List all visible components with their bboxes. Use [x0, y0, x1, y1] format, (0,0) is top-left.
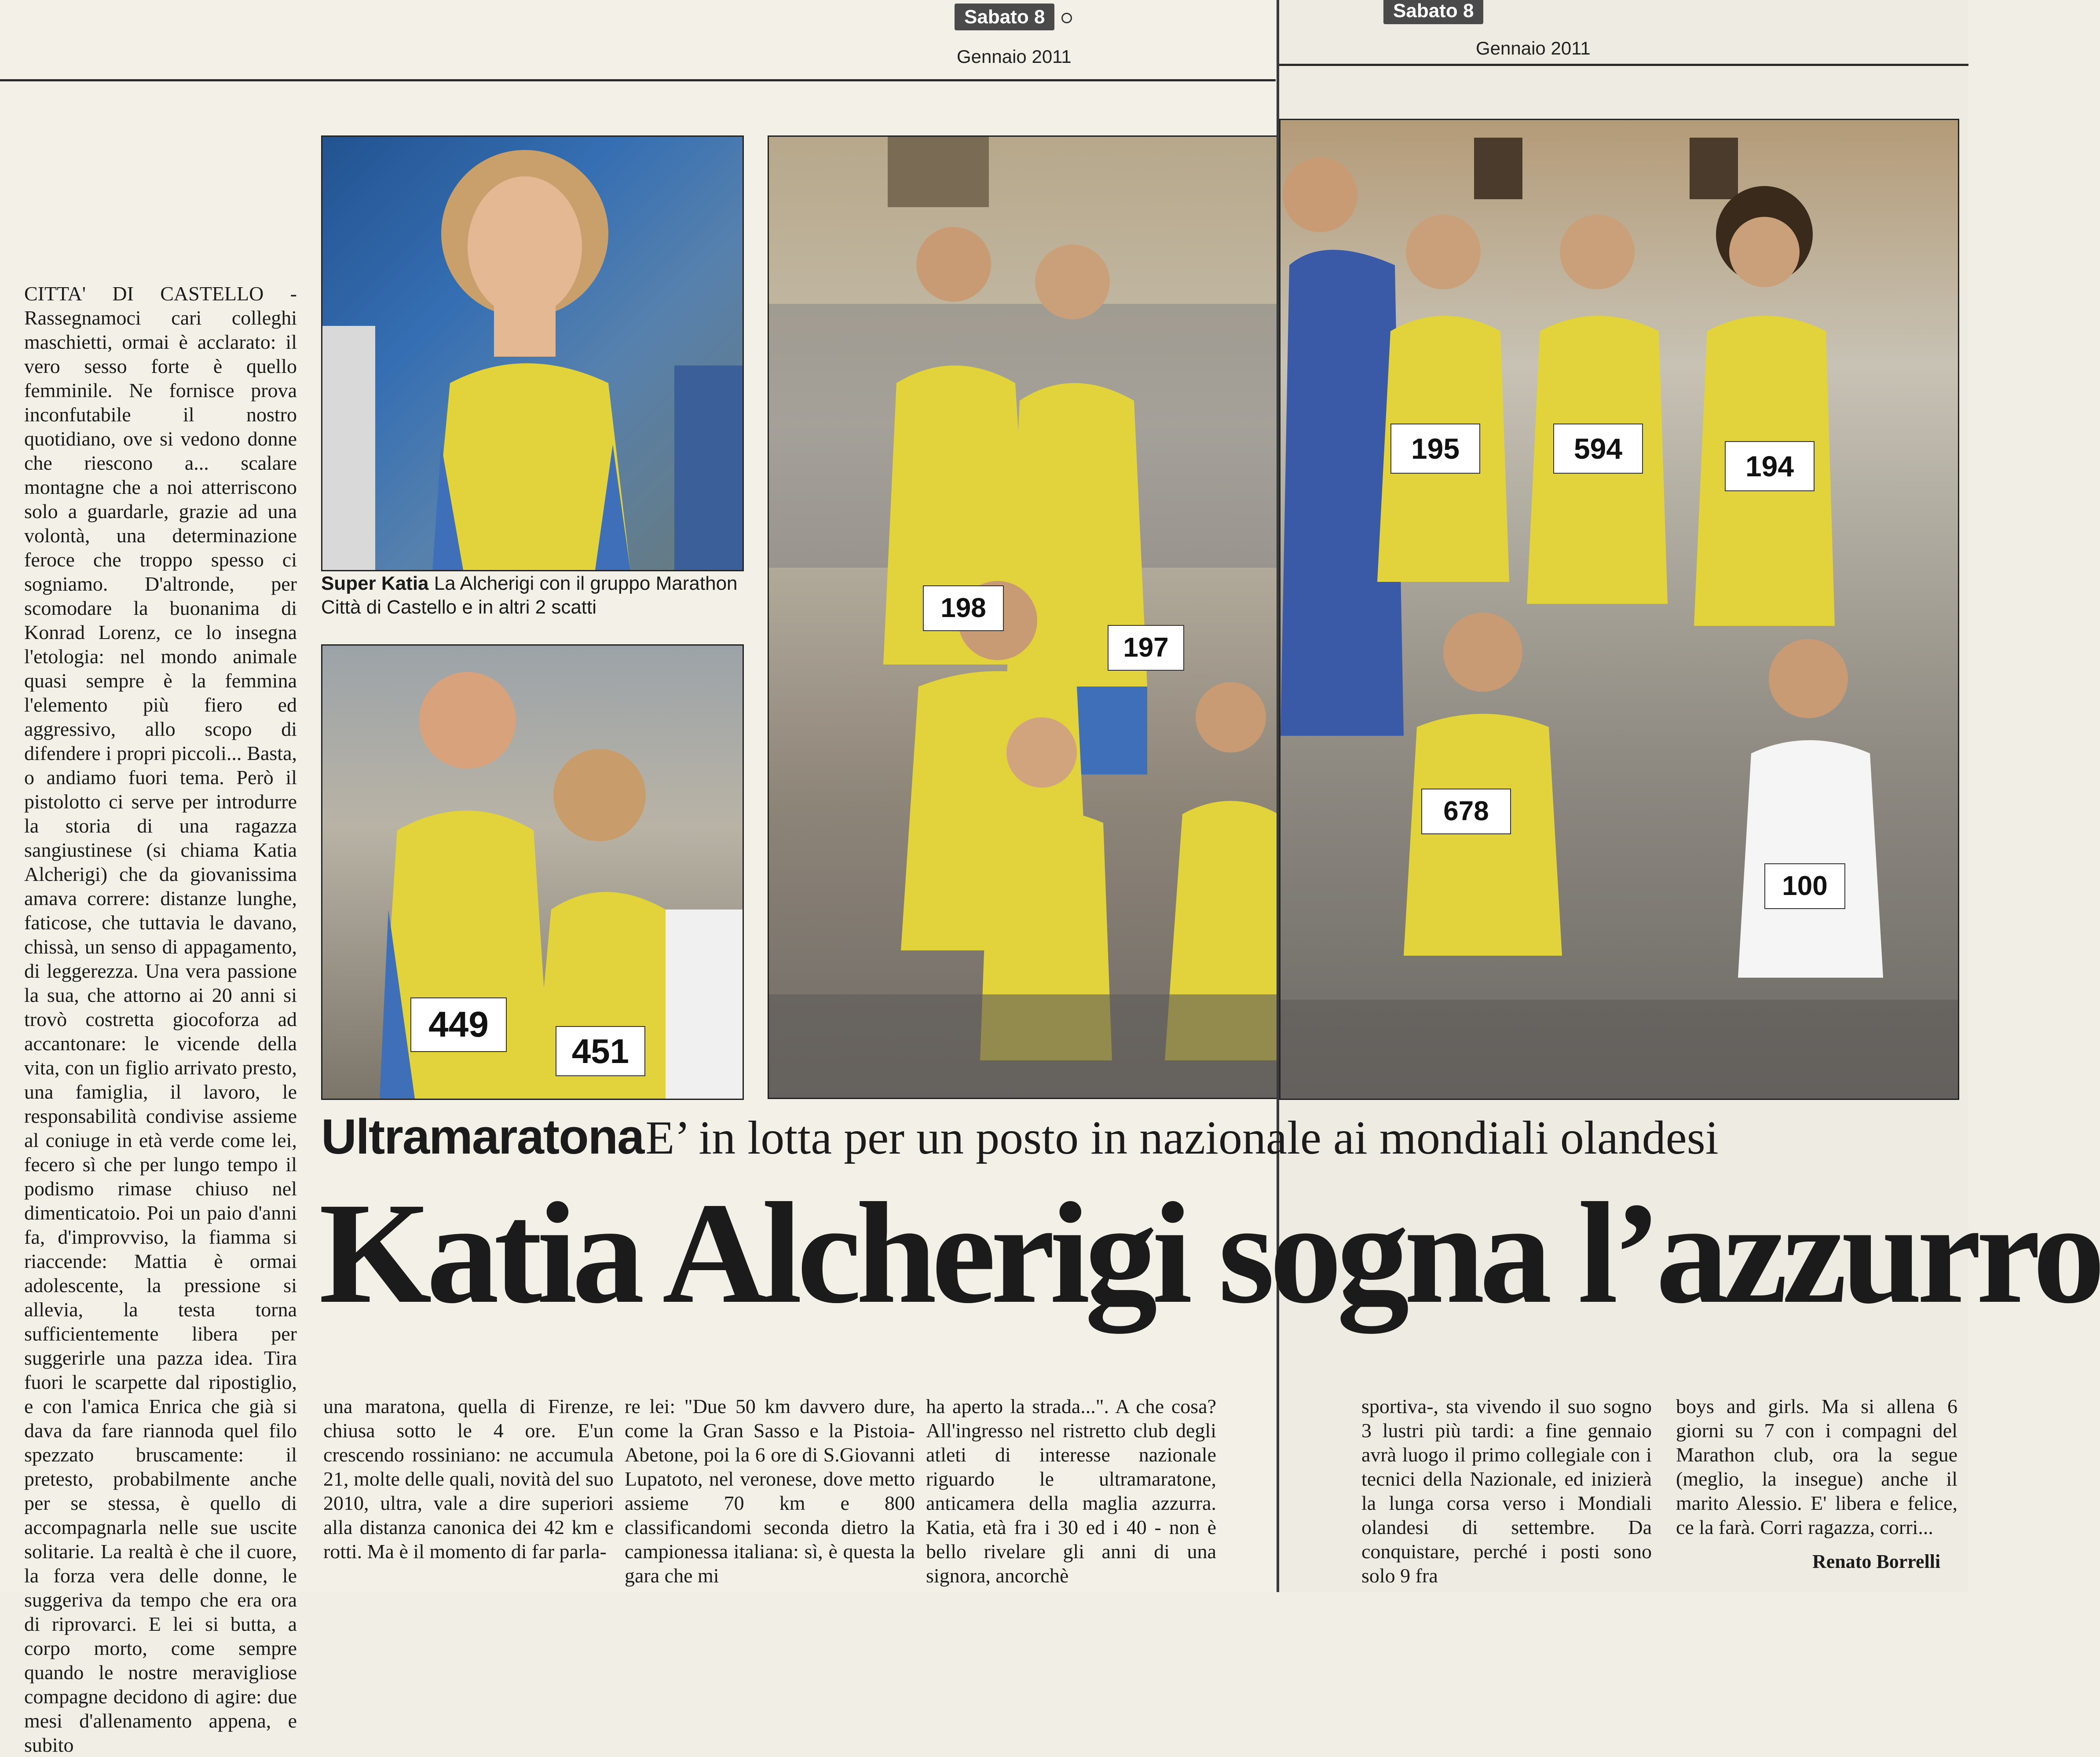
- race-bib: 678: [1421, 789, 1511, 834]
- race-bib: 195: [1390, 424, 1480, 474]
- article-column-1: CITTA' DI CASTELLO - Rassegnamoci cari colleghi maschietti, ormai è acclarato: il vero sesso forte è quello femminile. Ne fornisce prova inconfutabile il nostro quotidiano, ove si vedono donne che riescono a... scalare montagne che a noi atterriscono solo a guardarle, grazie ad una volontà, una determinazione feroce che troppo spesso ci sogniamo. D'altronde, per scomodare la buonanima di Konrad Lorenz, ce lo insegna l'etologia: nel mondo animale quasi sempre è la femmina l'elemento più fiero ed aggressivo, allo scopo di difendere i propri piccoli... Basta, o andiamo fuori tema. Però il pistolotto ci serve per introdurre la storia di una ragazza sangiustinese (si chiama Katia Alcherigi) che da giovanissima amava correre: distanze lunghe, faticose, che tuttavia le davano, chissà, un senso di appagamento, di leggerezza. Una vera passione la sua, che attorno ai 20 anni si trovò costretta giocoforza ad accantonare: le vicende della vita, con un figlio arrivato presto, una famiglia, il lavoro, le responsabilità condivise assieme al coniuge in età verde come lei, fecero sì che per lungo tempo il podismo rimase chiuso nel dimenticatoio. Poi un paio d'anni fa, d'improvviso, la fiamma si riaccende: Mattia è ormai adolescente, la pressione si allevia, la testa torna sufficientemente libera per suggerirle una pazza idea. Tira fuori le scarpette dal ripostiglio, e con l'amica Enrica che già si dava da fare riannoda quel filo spezzato bruscamente: il pretesto, probabilmente anche per se stessa, è quello di accompagnarla nelle sue uscite solitarie. La realtà è che il cuore, la forza vera delle donne, le suggeriva da tempo che era ora di riprovarci. E lei si butta, a corpo morto, come sempre quando le nostre meravigliose compagne decidono di agire: due mesi d'allenamento appena, e subito: [24, 282, 297, 1756]
- caption-text: La Alcherigi con il gruppo Marathon Città di Castello e in altri 2 scatti: [321, 573, 738, 618]
- page-fold: [1277, 0, 1279, 1592]
- article-column-2: una maratona, quella di Firenze, chiusa sotto le 4 ore. E'un crescendo rossiniano: ne accumula 21, molte delle quali, novità del suo 2010, ultra, vale a dire superiori alla distanza canonica dei 42 km e rotti. Ma è il momento di far parla-: [323, 1395, 614, 1563]
- group-left-illustration: [769, 137, 1278, 1098]
- header-rule-right: [1278, 64, 1968, 66]
- kicker-strong: Ultramaratona: [321, 1109, 644, 1164]
- byline: Renato Borrelli: [1812, 1551, 1941, 1572]
- headline-title: Katia Alcherigi sogna l’azzurro: [319, 1173, 2100, 1333]
- photo-caption: [321, 572, 743, 619]
- article-column-6: boys and girls. Ma si allena 6 giorni su 7 con i compagni del Marathon club, ora la segue (meglio, la insegue) anche il marito Alessio. E' libera e felice, ce la farà. Corri ragazza, corri...: [1676, 1395, 1957, 1538]
- headline-kicker: [321, 1108, 1957, 1165]
- article-column-4: ha aperto la strada...". A che cosa? All'ingresso nel ristretto club degli atleti di interesse nazionale riguardo le ultramaratone, anticamera della maglia azzurra. Katia, età fra i 30 ed i 40 - non è bello rivelare gli anni di una signora, ancorchè: [926, 1395, 1216, 1587]
- date-header-left: [955, 6, 1072, 28]
- date-header-right: [1383, 0, 1483, 22]
- group-photo-right: [1279, 119, 1959, 1100]
- portrait-runner-illustration: [322, 137, 743, 570]
- caption-title: Super Katia: [321, 573, 429, 594]
- couple-illustration: [322, 646, 743, 1099]
- circle-icon: [1061, 13, 1072, 23]
- couple-photo: [321, 644, 744, 1100]
- race-bib: 449: [410, 997, 507, 1052]
- portrait-photo: [321, 135, 744, 571]
- group-photo-left: [768, 135, 1280, 1099]
- group-right-illustration: [1280, 120, 1958, 1099]
- date-badge-left: Sabato 8: [955, 4, 1054, 30]
- kicker-rest: E’ in lotta per un posto in nazionale ai mondiali olandesi: [645, 1112, 1719, 1164]
- date-sub-right: Gennaio 2011: [1476, 38, 1591, 58]
- race-bib: 198: [923, 585, 1004, 631]
- race-bib: 594: [1553, 424, 1643, 474]
- race-bib: 100: [1764, 863, 1845, 909]
- header-rule-left: [0, 79, 1276, 81]
- date-sub-left: Gennaio 2011: [957, 46, 1072, 67]
- race-bib: 451: [556, 1026, 645, 1076]
- race-bib: 194: [1725, 441, 1815, 491]
- article-column-3: re lei: "Due 50 km davvero dure, come la Gran Sasso e la Pistoia-Abetone, poi la 6 ore di S.Giovanni Lupatoto, nel veronese, dove metto assieme 70 km e 800 classificandomi seconda dietro la campionessa italiana: sì, è questa la gara che mi: [625, 1395, 915, 1587]
- date-badge-right: Sabato 8: [1383, 0, 1483, 24]
- race-bib: 197: [1108, 625, 1184, 671]
- article-column-5: sportiva-, sta vivendo il suo sogno 3 lustri più tardi: a fine gennaio avrà luogo il primo collegiale con i tecnici della Nazionale, ed inizierà la lunga corsa verso i Mondiali olandesi di settembre. Da conquistare, perché i posti sono solo 9 fra: [1361, 1395, 1652, 1587]
